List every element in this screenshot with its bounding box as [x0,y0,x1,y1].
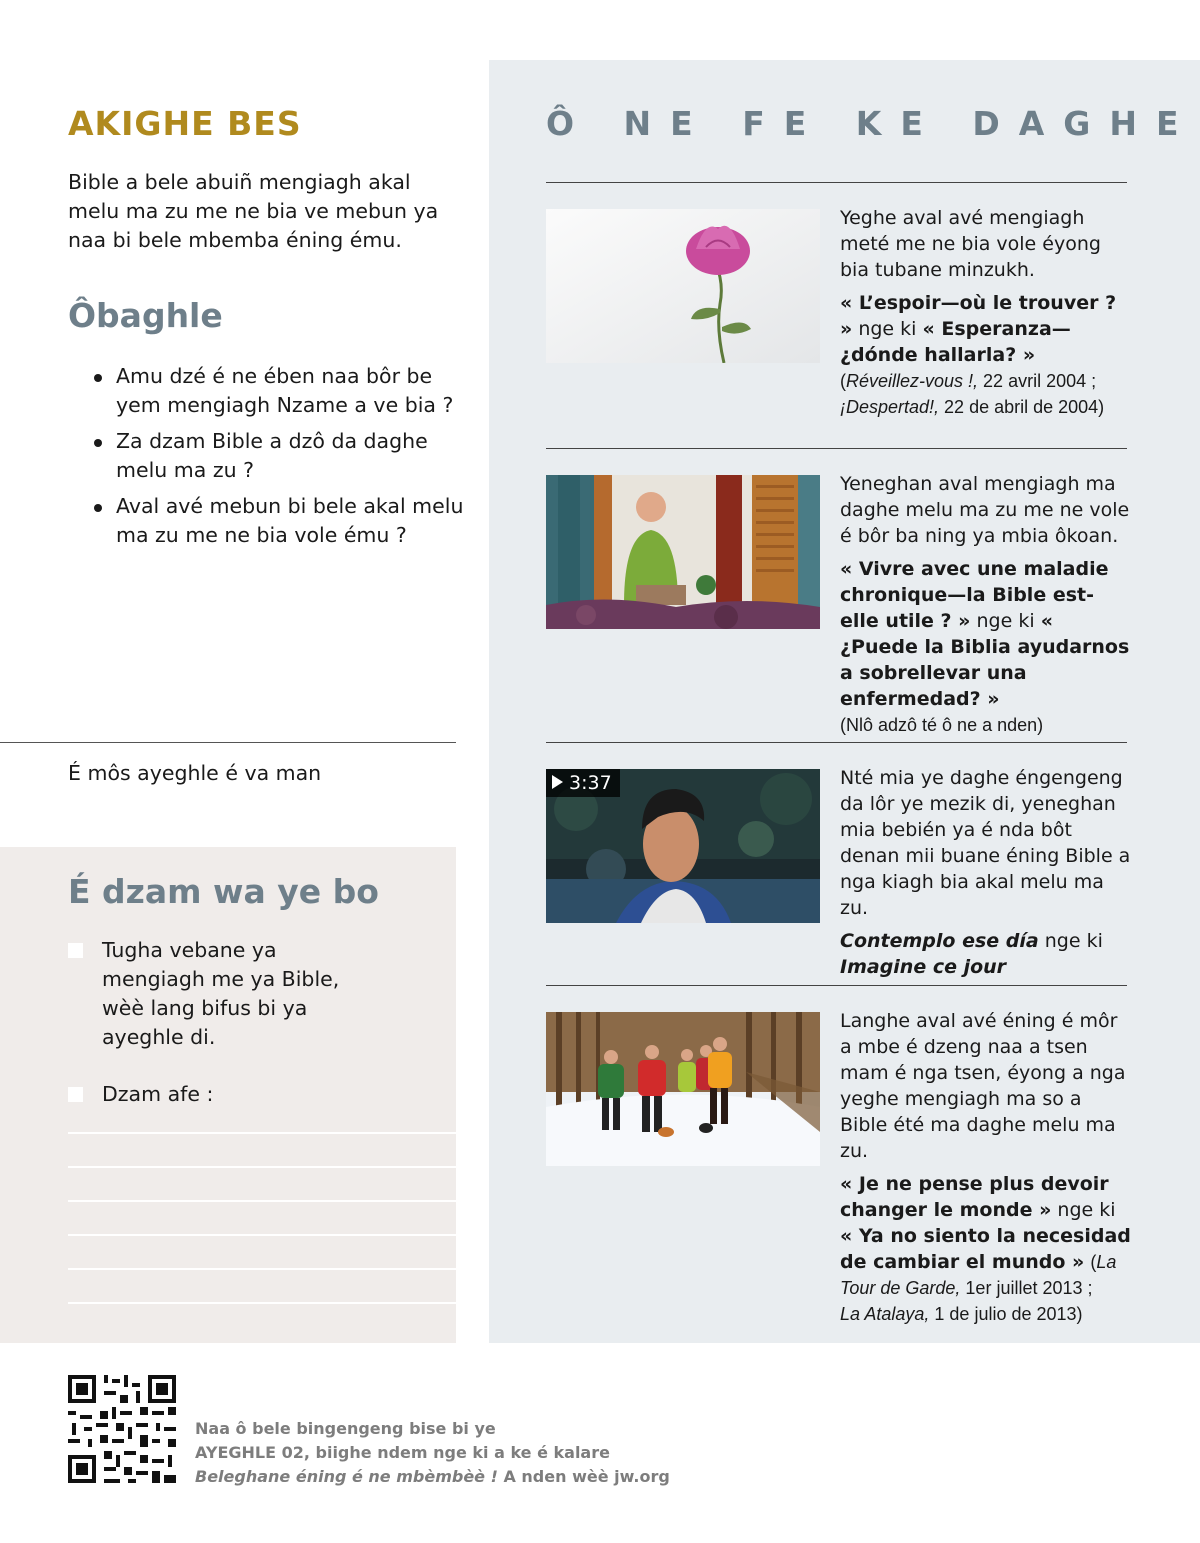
writing-line [68,1200,456,1202]
checklist-label: Tugha vebane ya mengiagh me ya Bible, wèè lang bifus bi ya ayeghle di. [102,938,340,1049]
ref-date: 1 de julio de 2013) [929,1304,1083,1324]
flower-thumbnail[interactable] [546,209,820,363]
divider [546,182,1127,183]
ref-date: 1er juillet 2013 ; [960,1278,1093,1298]
video-thumbnail[interactable] [546,769,820,923]
video-title-fr[interactable]: Imagine ce jour [840,956,1007,978]
entry-description: Nté mia ye daghe éngengeng da lôr ye mezik di, yeneghan mia bebién ya é nda bôt denan mii buane éning Bible a nga kiagh bia akal melu ma zu. [840,767,1131,919]
question-item: Amu dzé é ne ében naa bôr be yem mengiagh Nzame a ve bia ? [90,362,465,420]
article-reference: (Nlô adzô té ô ne a nden) [840,715,1044,735]
footer-italic: Beleghane éning é ne mbèmbèè ! [195,1467,498,1486]
ref-date: 22 de abril de 2004) [939,397,1105,417]
divider [546,742,1127,743]
action-heading: É dzam wa ye bo [68,872,379,911]
question-item: Aval avé mebun bi bele akal melu ma zu me ne bia vole ému ? [90,492,465,550]
video-title-es[interactable]: Contemplo ese día [840,930,1039,952]
next-lesson-question: É môs ayeghle é va man [68,761,322,785]
entry-description: Langhe aval avé éning é môr a mbe é dzeng naa a tsen mam é nga tsen, éyong a nga yeghe mengiagh ma so a Bible été ma daghe melu ma zu. [840,1010,1126,1162]
further-reading-heading: Ô NE FE KE DAGHE [546,104,1198,143]
article-title-fr[interactable]: « Vivre avec une maladie chronique—la Bible est-elle utile ? » [840,558,1109,632]
footer-line: Naa ô bele bingengeng bise bi ye [195,1419,496,1438]
connector-text: nge ki [1057,1199,1116,1221]
article-title-fr[interactable]: « Je ne pense plus devoir changer le monde » [840,1173,1109,1221]
ref-source: Réveillez-vous !, [846,371,979,391]
connector-text: nge ki [976,610,1035,632]
man-in-chair-thumbnail[interactable] [546,475,820,629]
article-title-fr[interactable]: « L’espoir—où le trouver ? » [840,292,1117,340]
footer-line: AYEGHLE 02, biighe ndem nge ki a ke é kalare [195,1443,610,1462]
checklist-item [68,1080,368,1109]
footer-text [195,1417,670,1489]
writing-line [68,1166,456,1168]
action-checklist [68,936,368,1137]
article-title-es[interactable]: « Ya no siento la necesidad de cambiar el mundo » [840,1225,1131,1273]
writing-line [68,1268,456,1270]
ref-source: La Tour de Garde, [840,1252,1117,1298]
divider [0,742,456,743]
entry-description: Yeneghan aval mengiagh ma daghe melu ma zu me ne vole é bôr ba ning ya mbia ôkoan. [840,473,1130,547]
question-item: Za dzam Bible a dzô da daghe melu ma zu ? [90,427,465,485]
reading-entry [840,205,1132,420]
connector-text: nge ki [858,318,917,340]
writing-line [68,1132,456,1134]
article-title-es[interactable]: « Esperanza—¿dónde hallarla? » [840,318,1071,366]
ref-open: ( [840,371,846,391]
ref-date: 22 avril 2004 ; [978,371,1097,391]
video-duration: 3:37 [569,772,612,794]
article-title-es[interactable]: « ¿Puede la Biblia ayudarnos a sobrellevar una enfermedad? » [840,610,1130,710]
checklist-item [68,936,368,1052]
ref-source: ¡Despertad!, [840,397,940,417]
family-snow-thumbnail[interactable] [546,1012,820,1166]
question-list [90,362,465,557]
section-heading: AKIGHE BES [68,104,302,143]
qr-code-icon[interactable] [68,1375,176,1483]
article-reference: (La Tour de Garde, 1er juillet 2013 ; La Atalaya, 1 de julio de 2013) [840,1252,1117,1324]
reading-entry [840,765,1132,980]
divider [546,985,1127,986]
connector-text: nge ki [1044,930,1103,952]
checkbox[interactable] [68,1087,83,1102]
ref-source: La Atalaya, [840,1304,930,1324]
intro-text: Bible a bele abuiñ mengiagh akal melu ma zu me ne bia ve mebun ya naa bi bele mbemba éning ému. [68,170,439,252]
reading-entry [840,471,1132,738]
article-reference [840,368,1132,420]
entry-description: Yeghe aval avé mengiagh meté me ne bia vole éyong bia tubane minzukh. [840,207,1101,281]
footer-line [195,1465,670,1489]
checklist-label: Dzam afe : [102,1082,214,1106]
footer-link-text[interactable]: A nden wèè jw.org [497,1467,670,1486]
reading-entry [840,1008,1132,1327]
checkbox[interactable] [68,943,83,958]
questions-heading: Ôbaghle [68,296,223,335]
writing-line [68,1234,456,1236]
play-icon [552,775,563,789]
divider [546,448,1127,449]
writing-line [68,1302,456,1304]
video-duration-badge [546,769,620,797]
